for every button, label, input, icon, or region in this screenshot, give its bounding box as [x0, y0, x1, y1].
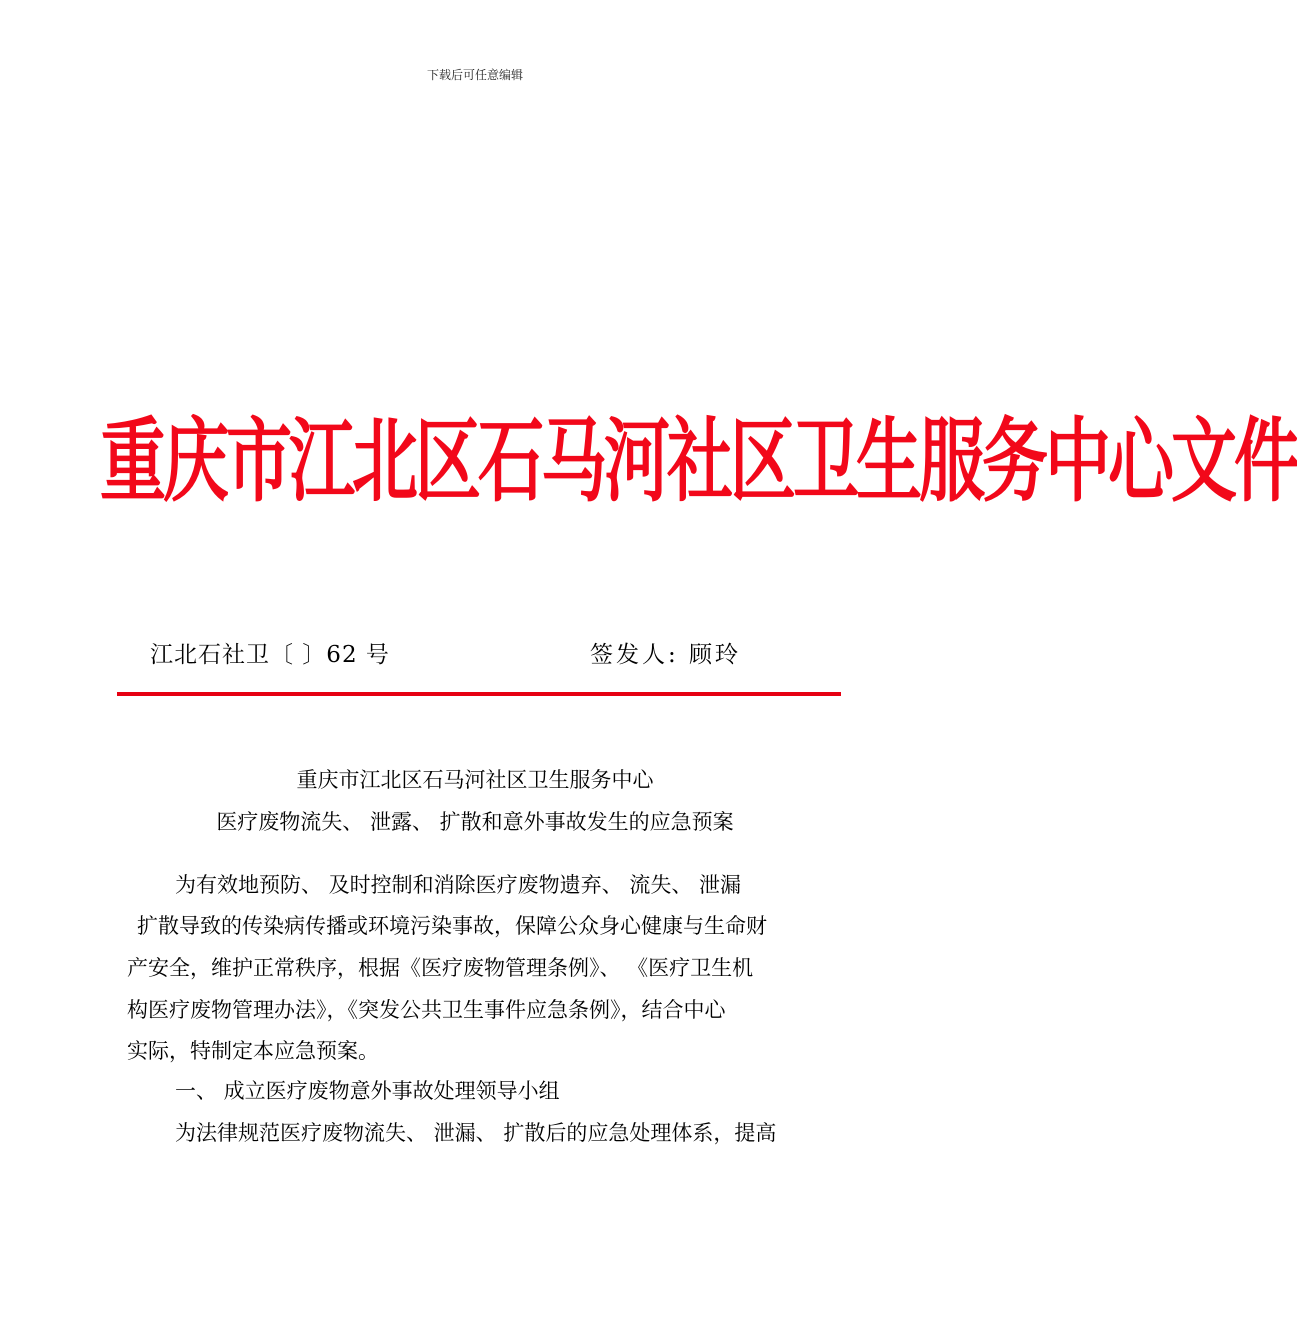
page-header-note: 下载后可任意编辑	[426, 68, 523, 82]
issuer-line: 签发人: 顾玲	[590, 642, 742, 668]
paragraph-line: 扩散导致的传染病传播或环境污染事故，保障公众身心健康与生命财	[137, 914, 767, 938]
section-heading: 一、 成立医疗废物意外事故处理领导小组	[175, 1079, 560, 1103]
paragraph-line: 实际，特制定本应急预案。	[127, 1039, 379, 1063]
paragraph-line: 构医疗废物管理办法》，《突发公共卫生事件应急条例》，结合中心	[127, 998, 726, 1022]
paragraph-line: 为法律规范医疗废物流失、 泄漏、 扩散后的应急处理体系，提高	[175, 1121, 777, 1145]
heading-plan-title: 医疗废物流失、 泄露、 扩散和意外事故发生的应急预案	[216, 810, 734, 834]
paragraph-line: 产安全，维护正常秩序，根据《医疗废物管理条例》、 《医疗卫生机	[127, 956, 754, 980]
document-title: 重庆市江北区石马河社区卫生服务中心文件	[100, 408, 1297, 515]
paragraph-line: 为有效地预防、 及时控制和消除医疗废物遗弃、 流失、 泄漏	[175, 873, 742, 897]
heading-organization: 重庆市江北区石马河社区卫生服务中心	[296, 768, 654, 792]
document-number: 江北石社卫〔 〕62 号	[150, 642, 390, 668]
red-divider	[117, 692, 841, 696]
